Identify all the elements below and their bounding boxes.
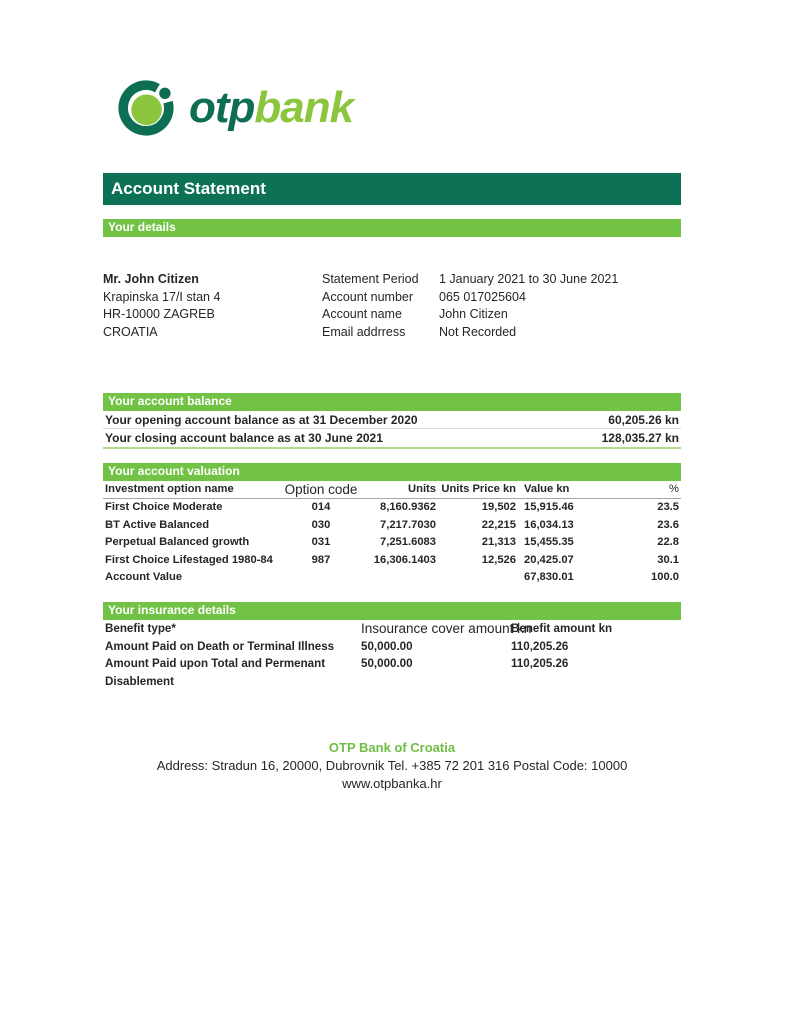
cell-value: 16,034.13 [524,518,574,531]
section-band-account-balance: Your account balance [103,393,681,411]
cell-value: 67,830.01 [524,571,574,584]
col-header-benefit-type: Benefit type* [105,622,176,635]
logo-text-otp: otp [189,83,255,132]
closing-balance-value: 128,035.27 kn [601,431,679,445]
table-row [103,552,681,570]
cell-units: 8,160.9362 [380,501,436,513]
customer-street: Krapinska 17/I stan 4 [103,289,221,304]
footer-website: www.otpbanka.hr [342,775,442,791]
field-value-email-address: Not Recorded [439,324,517,339]
col-header-insurance-cover-amount: Insourance cover amount kn [361,621,532,636]
cell-percent: 30.1 [657,553,679,566]
customer-details-block [103,271,681,341]
logo-text-bank: bank [254,83,354,132]
table-row [103,655,681,690]
cell-units [361,569,436,587]
cell-benefit-type: Amount Paid upon Total and Permenant Disablement [105,657,326,688]
valuation-header-row [103,481,681,499]
cell-percent: 23.6 [657,518,679,531]
table-row [103,638,681,656]
section-band-account-valuation: Your account valuation [103,463,681,481]
field-value-account-name: John Citizen [439,307,508,322]
cell-value: 15,455.35 [524,536,574,549]
cell-option-name: BT Active Balanced [105,518,210,531]
cell-cover-amount: 50,000.00 [361,657,413,671]
opening-balance-value: 60,205.26 kn [608,413,679,427]
table-row [103,534,681,552]
section-band-insurance-details: Your insurance details [103,602,681,620]
customer-city: HR-10000 ZAGREB [103,307,215,322]
cell-benefit-type: Amount Paid on Death or Terminal Illness [105,639,335,653]
field-label-account-number: Account number [322,289,414,304]
cell-percent: 23.5 [657,501,679,513]
customer-address-block [103,271,322,341]
cell-percent: 100.0 [651,571,679,584]
cell-units-price: 21,313 [481,536,516,549]
cell-benefit-amount: 110,205.26 [511,657,569,671]
col-header-units-price: Units Price kn [441,483,516,495]
cell-units: 7,217.7030 [380,518,436,531]
field-value-statement-period: 1 January 2021 to 30 June 2021 [439,272,619,286]
cell-units-price: 12,526 [481,553,516,566]
cell-option-code: 031 [311,536,331,549]
closing-balance-label: Your closing account balance as at 30 June 2021 [105,431,383,445]
col-header-option-code: Option code [284,482,358,497]
col-header-benefit-amount: Benefit amount kn [511,622,613,635]
statement-title: Account Statement [103,173,681,205]
cell-option-name: First Choice Moderate [105,501,223,513]
field-label-email-address: Email addrress [322,324,406,339]
col-header-percent: % [669,483,679,495]
table-row [103,517,681,535]
cell-units-price: 19,502 [481,501,516,513]
footer-bank-name: OTP Bank of Croatia [328,740,456,755]
customer-country: CROATIA [103,324,158,339]
field-label-account-name: Account name [322,307,402,322]
cell-option-name: Perpetual Balanced growth [105,536,250,549]
insurance-header-row [103,620,681,638]
cell-percent: 22.8 [657,536,679,549]
cell-cover-amount: 50,000.00 [361,639,413,653]
cell-option-code: 030 [311,518,331,531]
cell-units: 16,306.1403 [373,553,436,566]
cell-units-price: 22,215 [481,518,516,531]
cell-units-price [436,569,516,587]
account-value-total-row [103,569,681,587]
opening-balance-row [103,411,681,429]
cell-units: 7,251.6083 [380,536,436,549]
insurance-details-table [103,620,681,690]
statement-footer [103,739,681,792]
account-valuation-table [103,481,681,587]
customer-name: Mr. John Citizen [103,272,199,286]
cell-option-name: First Choice Lifestaged 1980-84 [105,553,273,566]
closing-balance-row [103,429,681,447]
cell-value: 20,425.07 [524,553,574,566]
account-balance-table [103,411,681,449]
cell-value: 15,915.46 [524,501,574,513]
footer-address: Address: Stradun 16, 20000, Dubrovnik Tel. +385 72 201 316 Postal Code: 10000 [156,757,628,773]
cell-option-code [281,569,361,587]
col-header-units: Units [408,483,436,495]
account-field-labels [322,271,439,341]
cell-option-code: 987 [311,553,331,566]
col-header-investment-option: Investment option name [105,483,234,495]
opening-balance-label: Your opening account balance as at 31 December 2020 [105,413,418,427]
field-label-statement-period: Statement Period [322,272,419,286]
otp-bank-wordmark [189,78,353,138]
cell-option-code: 014 [311,501,331,513]
field-value-account-number: 065 017025604 [439,289,526,304]
otp-logo-icon [115,78,177,138]
otp-bank-logo [115,78,353,138]
cell-benefit-amount: 110,205.26 [511,639,569,653]
cell-option-name: Account Value [105,571,183,584]
table-row [103,499,681,517]
section-band-your-details: Your details [103,219,681,237]
col-header-value: Value kn [524,483,570,495]
account-field-values [439,271,681,341]
